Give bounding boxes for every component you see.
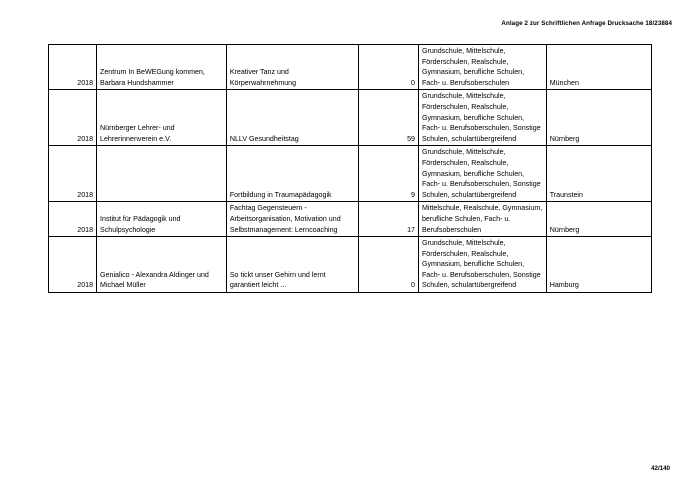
cell-title: So tickt unser Gehirn und lernt garantiert leicht ... [226, 237, 358, 293]
cell-school-types: Grundschule, Mittelschule, Förderschulen, Realschule, Gymnasium, berufliche Schulen, Fach- u. Berufsoberschulen, Sonstige Schulen, schulartübergreifend [418, 146, 546, 202]
events-table-container [48, 44, 652, 293]
cell-organizer: Institut für Pädagogik und Schulpsychologie [97, 202, 227, 237]
cell-count: 17 [358, 202, 418, 237]
cell-title: Fachtag Gegensteuern - Arbeitsorganisation, Motivation und Selbstmanagement: Lerncoaching [226, 202, 358, 237]
cell-school-types: Mittelschule, Realschule, Gymnasium, berufliche Schulen, Fach- u. Berufsoberschulen [418, 202, 546, 237]
events-table [48, 44, 652, 293]
cell-count: 59 [358, 90, 418, 146]
cell-city: München [546, 45, 651, 90]
table-row [49, 90, 652, 146]
document-header-note: Anlage 2 zur Schriftlichen Anfrage Drucksache 18/23884 [501, 20, 672, 27]
cell-count: 9 [358, 146, 418, 202]
cell-city: Nürnberg [546, 202, 651, 237]
cell-title: Fortbildung in Traumapädagogik [226, 146, 358, 202]
cell-school-types: Grundschule, Mittelschule, Förderschulen, Realschule, Gymnasium, berufliche Schulen, Fach- u. Berufsoberschulen, Sonstige Schulen, schulartübergreifend [418, 237, 546, 293]
cell-organizer: Genialico - Alexandra Aldinger und Michael Müller [97, 237, 227, 293]
table-row [49, 146, 652, 202]
table-row [49, 202, 652, 237]
cell-organizer [97, 146, 227, 202]
cell-title: Kreativer Tanz und Körperwahrnehmung [226, 45, 358, 90]
cell-organizer: Zentrum In BeWEGung kommen, Barbara Hundshammer [97, 45, 227, 90]
cell-school-types: Grundschule, Mittelschule, Förderschulen, Realschule, Gymnasium, berufliche Schulen, Fach- u. Berufsoberschulen [418, 45, 546, 90]
cell-city: Hamburg [546, 237, 651, 293]
cell-count: 0 [358, 45, 418, 90]
cell-count: 0 [358, 237, 418, 293]
cell-year: 2018 [49, 237, 97, 293]
cell-title: NLLV Gesundheitstag [226, 90, 358, 146]
table-row [49, 237, 652, 293]
cell-city: Nürnberg [546, 90, 651, 146]
events-table-body [49, 45, 652, 293]
cell-year: 2018 [49, 202, 97, 237]
cell-organizer: Nürnberger Lehrer- und Lehrerinnenverein e.V. [97, 90, 227, 146]
table-row [49, 45, 652, 90]
page-number: 42/140 [651, 465, 670, 472]
cell-year: 2018 [49, 146, 97, 202]
cell-year: 2018 [49, 45, 97, 90]
cell-school-types: Grundschule, Mittelschule, Förderschulen, Realschule, Gymnasium, berufliche Schulen, Fach- u. Berufsoberschulen, Sonstige Schulen, schulartübergreifend [418, 90, 546, 146]
cell-year: 2018 [49, 90, 97, 146]
cell-city: Traunstein [546, 146, 651, 202]
